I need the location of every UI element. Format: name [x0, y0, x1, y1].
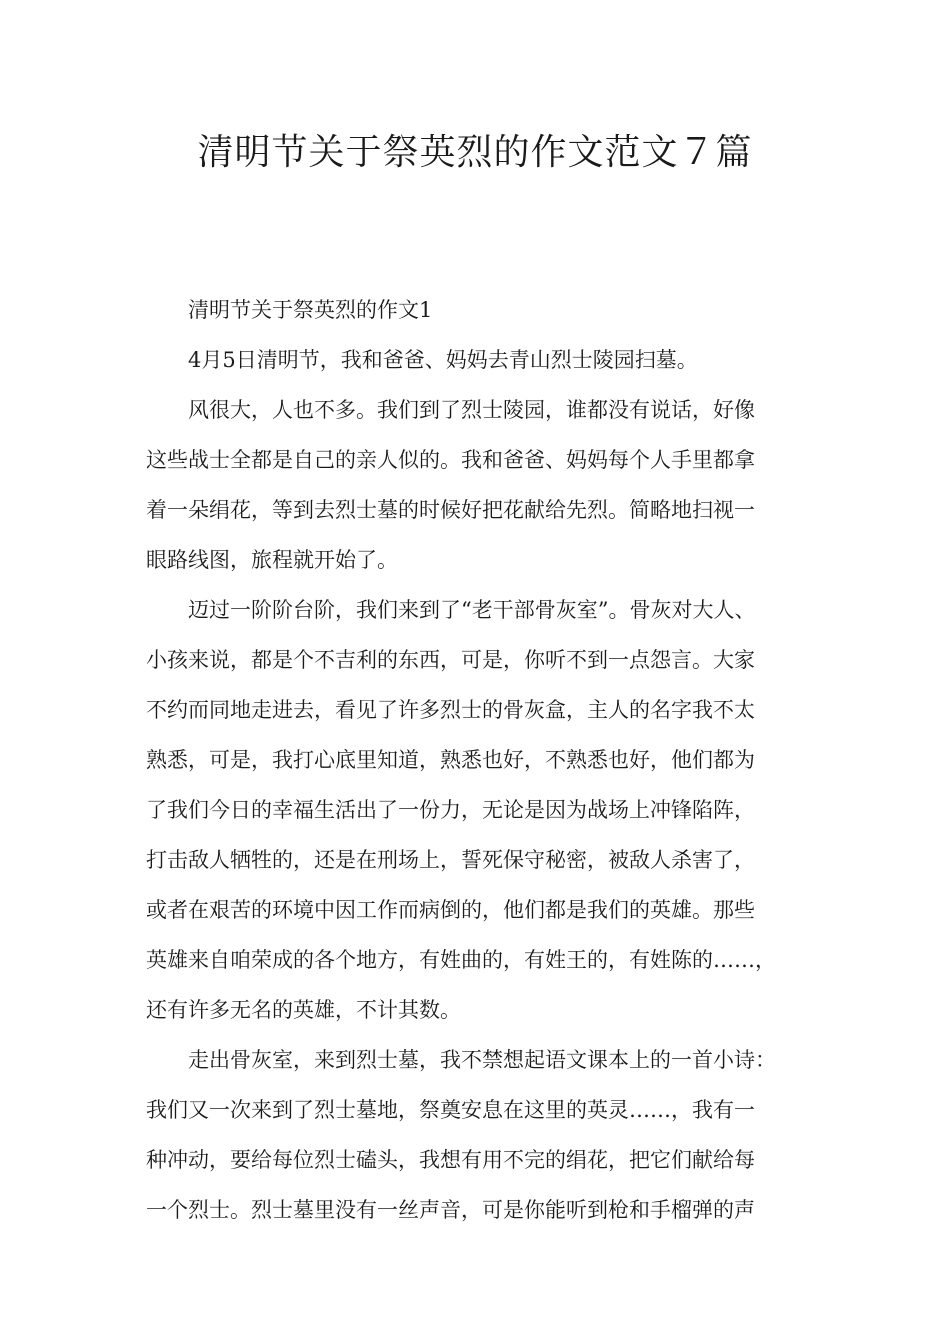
text-line: 小孩来说，都是个不吉利的东西，可是，你听不到一点怨言。大家 [146, 648, 755, 672]
document-body [146, 285, 806, 1235]
text-line: 或者在艰苦的环境中因工作而病倒的，他们都是我们的英雄。那些 [146, 898, 755, 922]
text-line: 种冲动，要给每位烈士磕头，我想有用不完的绢花，把它们献给每 [146, 1148, 755, 1172]
text-line: 走出骨灰室，来到烈士墓，我不禁想起语文课本上的一首小诗： [188, 1048, 776, 1072]
text-line: 熟悉，可是，我打心底里知道，熟悉也好，不熟悉也好，他们都为 [146, 748, 755, 772]
document-title: 清明节关于祭英烈的作文范文７篇 [197, 132, 753, 173]
text-line: 我们又一次来到了烈士墓地，祭奠安息在这里的英灵……，我有一 [146, 1098, 755, 1122]
text-line: 清明节关于祭英烈的作文1 [188, 298, 433, 322]
text-line: 打击敌人牺牲的，还是在刑场上，誓死保守秘密，被敌人杀害了， [146, 848, 755, 872]
text-line: 眼路线图，旅程就开始了。 [146, 548, 398, 572]
text-line: 着一朵绢花，等到去烈士墓的时候好把花献给先烈。简略地扫视一 [146, 498, 755, 522]
text-line: 英雄来自咱荣成的各个地方，有姓曲的，有姓王的，有姓陈的……， [146, 948, 776, 972]
text-line: 迈过一阶阶台阶，我们来到了“老干部骨灰室”。骨灰对大人、 [188, 598, 756, 622]
text-line: 4月5日清明节，我和爸爸、妈妈去青山烈士陵园扫墓。 [188, 348, 698, 372]
text-line: 风很大，人也不多。我们到了烈士陵园，谁都没有说话，好像 [188, 398, 755, 422]
text-line: 了我们今日的幸福生活出了一份力，无论是因为战场上冲锋陷阵， [146, 798, 755, 822]
text-line: 不约而同地走进去，看见了许多烈士的骨灰盒，主人的名字我不太 [146, 698, 755, 722]
text-line: 这些战士全都是自己的亲人似的。我和爸爸、妈妈每个人手里都拿 [146, 448, 755, 472]
text-line: 一个烈士。烈士墓里没有一丝声音，可是你能听到枪和手榴弹的声 [146, 1198, 755, 1222]
text-line: 还有许多无名的英雄，不计其数。 [146, 998, 461, 1022]
